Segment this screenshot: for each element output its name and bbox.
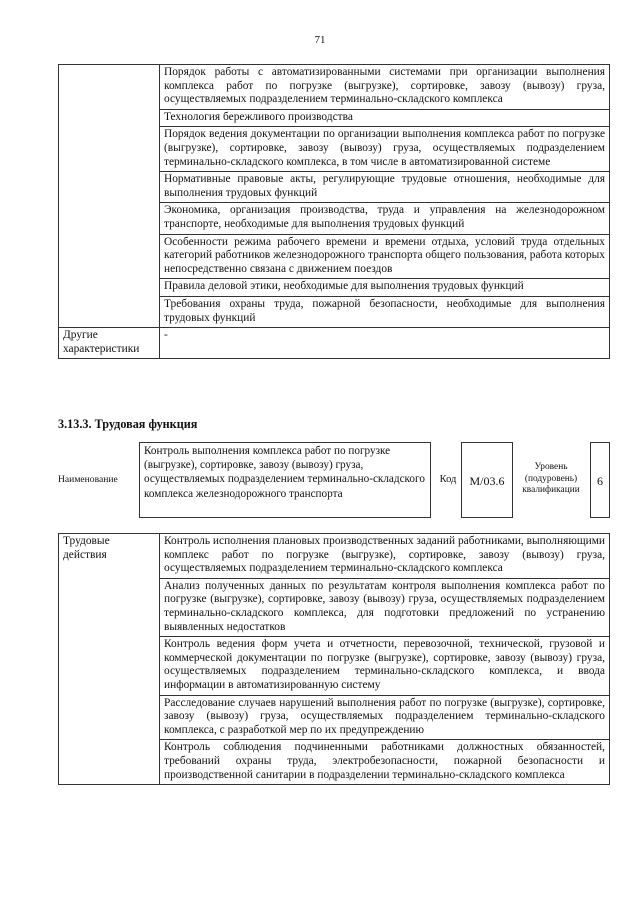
labor-actions-label: Трудовые действия <box>59 534 160 785</box>
labor-actions-table <box>58 533 610 785</box>
function-name-box: Контроль выполнения комплекса работ по погрузке (выгрузке), сортировке, завозу (вывозу) груза, осуществляемых подразделением терминально-складского комплекса железнодорожного транспорта <box>139 442 431 518</box>
table-cell: Контроль ведения форм учета и отчетности, перевозочной, технической, грузовой и коммерческой документации по погрузке (выгрузке), сортировке, завозу (вывозу) груза, осуществляемых подразделением терминально-складского комплекса, и ввода информации в автоматизированную систему <box>160 637 610 695</box>
table-row <box>59 328 610 359</box>
table-row <box>59 534 610 579</box>
qualification-level-label: Уровень (подуровень) квалификации <box>522 462 580 495</box>
table-cell: Порядок работы с автоматизированными системами при организации выполнения комплекса работ по погрузке (выгрузке), сортировке, завозу (вывозу) груза, осуществляемых подразделением терминально-складского комплекса <box>160 65 610 110</box>
table-row <box>59 65 610 110</box>
table-cell: Технология бережливого производства <box>160 109 610 127</box>
table-cell: Анализ полученных данных по результатам контроля выполнения комплекса работ по погрузке (выгрузке), сортировке, завозу (вывозу) груза, осуществляемых подразделением терминально-складского комплекса, для подготовки предложений по устранению выявленных недостатков <box>160 578 610 636</box>
table-cell: Контроль исполнения плановых производственных заданий работниками, выполняющими комплекс работ по погрузке (выгрузке), сортировке, завозу (вывозу) груза, осуществляемых подразделением терминально-складского комплекса <box>160 534 610 579</box>
other-characteristics-value: - <box>160 328 610 359</box>
table-cell: Требования охраны труда, пожарной безопасности, необходимые для выполнения трудовых функций <box>160 296 610 327</box>
knowledge-table <box>58 64 610 359</box>
section-title: 3.13.3. Трудовая функция <box>58 417 198 431</box>
name-label: Наименование <box>58 474 118 485</box>
table-cell: Расследование случаев нарушений выполнения работ по погрузке (выгрузке), сортировке, завозу (вывозу) груза, осуществляемых подразделением терминально-складского комплекса, с разработкой мер по их предупреждению <box>160 695 610 740</box>
qualification-level-box: 6 <box>590 442 610 518</box>
other-characteristics-label: Другие характеристики <box>59 328 160 359</box>
table-cell: Особенности режима рабочего времени и времени отдыха, условий труда отдельных категорий работников железнодорожного транспорта общего пользования, работа которых непосредственно связана с движением поездов <box>160 234 610 279</box>
table-cell: Экономика, организация производства, труда и управления на железнодорожном транспорте, необходимые для выполнения трудовых функций <box>160 203 610 234</box>
code-box: М/03.6 <box>461 442 513 518</box>
empty-label-cell <box>59 65 160 328</box>
code-label: Код <box>439 474 457 485</box>
table-cell: Нормативные правовые акты, регулирующие трудовые отношения, необходимые для выполнения трудовых функций <box>160 172 610 203</box>
table-cell: Правила деловой этики, необходимые для выполнения трудовых функций <box>160 279 610 297</box>
table-cell: Порядок ведения документации по организации выполнения комплекса работ по погрузке (выгрузке), сортировке, завозу (вывозу) груза, осуществляемых подразделением терминально-складского комплекса, в том числе в автоматизированной системе <box>160 127 610 172</box>
table-cell: Контроль соблюдения подчиненными работниками должностных обязанностей, требований охраны труда, электробезопасности, пожарной безопасности и производственной санитарии в подразделении терминально-складского комплекса <box>160 740 610 785</box>
page-number: 71 <box>314 34 326 46</box>
